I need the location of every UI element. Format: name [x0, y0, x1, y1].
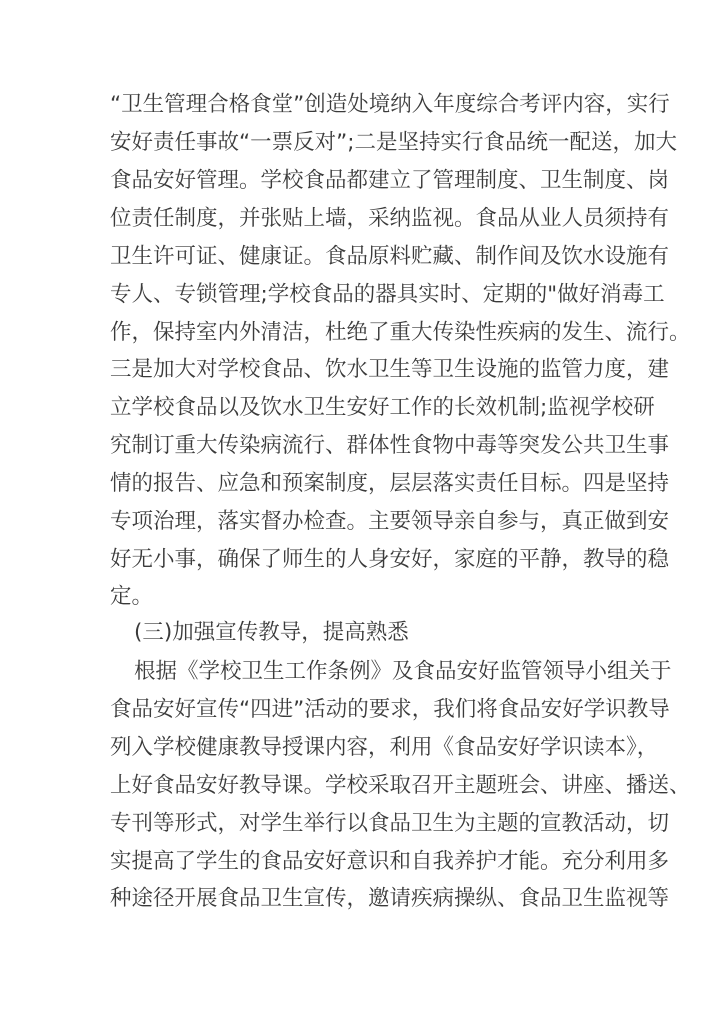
text-line: 列入学校健康教导授课内容，利用《食品安好学识读本》， — [110, 735, 659, 760]
text-line: 作，保持室内外清洁，杜绝了重大传染性疾病的发生、流行。 — [110, 320, 691, 345]
text-line: 根据《学校卫生工作条例》及食品安好监管领导小组关于 — [134, 659, 672, 684]
text-line: 食品安好管理。学校食品都建立了管理制度、卫生制度、岗 — [110, 168, 670, 193]
text-line: 情的报告、应急和预案制度，层层落实责任目标。四是坚持 — [110, 471, 670, 496]
text-line: 究制订重大传染病流行、群体性食物中毒等突发公共卫生事 — [110, 433, 670, 458]
section-heading: (三)加强宣传教导，提高熟悉 — [134, 620, 409, 645]
text-line: 专人、专锁管理;学校食品的器具实时、定期的"做好消毒工 — [110, 282, 665, 307]
text-line: 上好食品安好教导课。学校采取召开主题班会、讲座、播送、 — [110, 773, 691, 798]
text-line: 立学校食品以及饮水卫生安好工作的长效机制;监视学校研 — [110, 395, 655, 420]
text-line: 卫生许可证、健康证。食品原料贮藏、制作间及饮水设施有 — [110, 244, 670, 269]
text-line: 安好责任事故“一票反对”;二是坚持实行食品统一配送，加大 — [110, 130, 678, 155]
text-line: 种途径开展食品卫生宣传，邀请疾病操纵、食品卫生监视等 — [110, 886, 670, 911]
text-line: “卫生管理合格食堂”创造处境纳入年度综合考评内容，实行 — [110, 92, 670, 117]
text-line: 三是加大对学校食品、饮水卫生等卫生设施的监管力度，建 — [110, 357, 670, 382]
text-line: 位责任制度，并张贴上墙，采纳监视。食品从业人员须持有 — [110, 206, 670, 231]
text-line: 实提高了学生的食品安好意识和自我养护才能。充分利用多 — [110, 849, 670, 874]
text-line: 好无小事，确保了师生的人身安好，家庭的平静，教导的稳 — [110, 547, 670, 572]
text-line: 定。 — [110, 584, 154, 609]
text-line: 专项治理，落实督办检查。主要领导亲自参与，真正做到安 — [110, 509, 670, 534]
text-line: 专刊等形式，对学生举行以食品卫生为主题的宣教活动，切 — [110, 811, 670, 836]
text-line: 食品安好宣传“四进”活动的要求，我们将食品安好学识教导 — [110, 697, 670, 722]
